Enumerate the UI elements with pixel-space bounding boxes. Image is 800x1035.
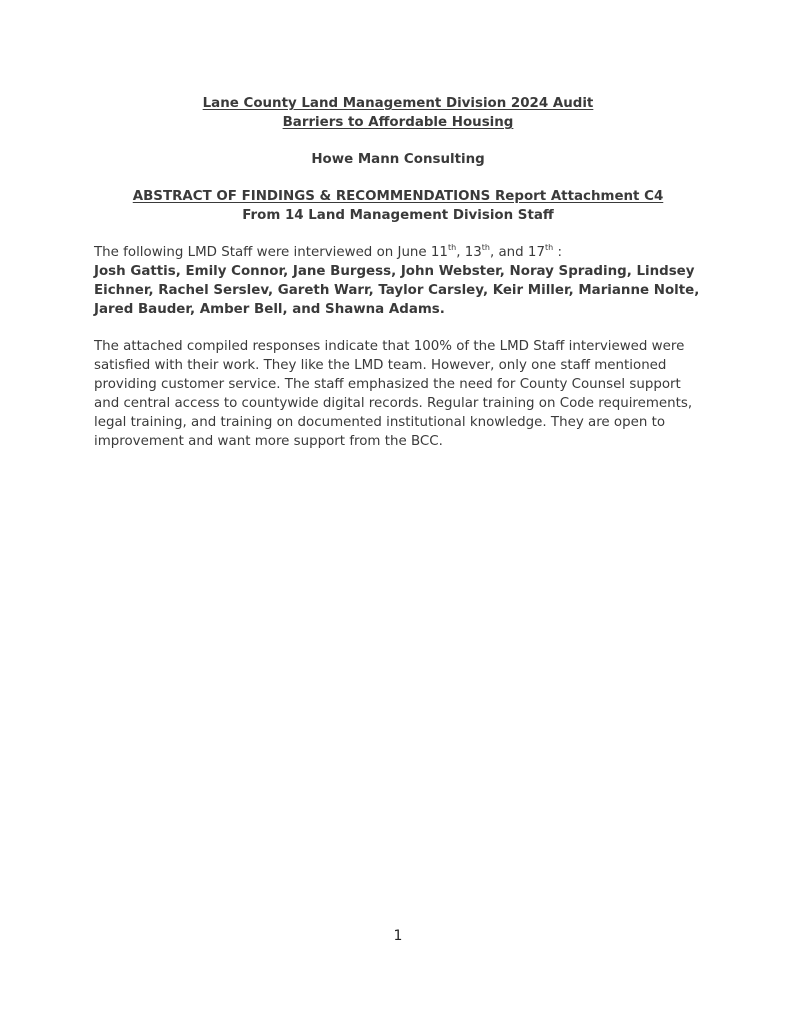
intro-lead-b: , 13 — [456, 245, 482, 260]
intro-lead-a: The following LMD Staff were interviewed on June 11 — [94, 245, 448, 260]
report-title — [94, 94, 702, 132]
abstract-line-2: From 14 Land Management Division Staff — [242, 208, 554, 223]
intro-lead-c: , and 17 — [489, 245, 545, 260]
staff-names: Josh Gattis, Emily Connor, Jane Burgess, John Webster, Noray Sprading, Lindsey Eichner, Rachel Serslev, Gareth Warr, Taylor Carsley, Keir Miller, Marianne Nolte, Jared Bauder, Amber Bell, and Shawna Adams. — [94, 264, 700, 317]
intro-sup-c: th — [544, 242, 554, 252]
page-number: 1 — [393, 928, 403, 944]
abstract-heading — [94, 187, 702, 225]
summary-paragraph: The attached compiled responses indicate that 100% of the LMD Staff interviewed were satisfied with their work. They like the LMD team. However, only one staff mentioned providing customer service. The staff emphasized the need for County Counsel support and central access to countywide digital records. Regular training on Code requirements, legal training, and training on documented institutional knowledge. They are open to improvement and want more support from the BCC. — [94, 339, 693, 449]
title-line-1: Lane County Land Management Division 2024 Audit — [202, 96, 594, 111]
abstract-line-1: ABSTRACT OF FINDINGS & RECOMMENDATIONS Report Attachment C4 — [132, 189, 664, 204]
intro-lead-d: : — [553, 245, 562, 260]
interview-intro-paragraph — [94, 243, 706, 319]
title-line-2: Barriers to Affordable Housing — [282, 115, 514, 130]
intro-sup-a: th — [447, 242, 457, 252]
consultant-name: Howe Mann Consulting — [311, 152, 485, 167]
intro-sup-b: th — [481, 242, 490, 252]
